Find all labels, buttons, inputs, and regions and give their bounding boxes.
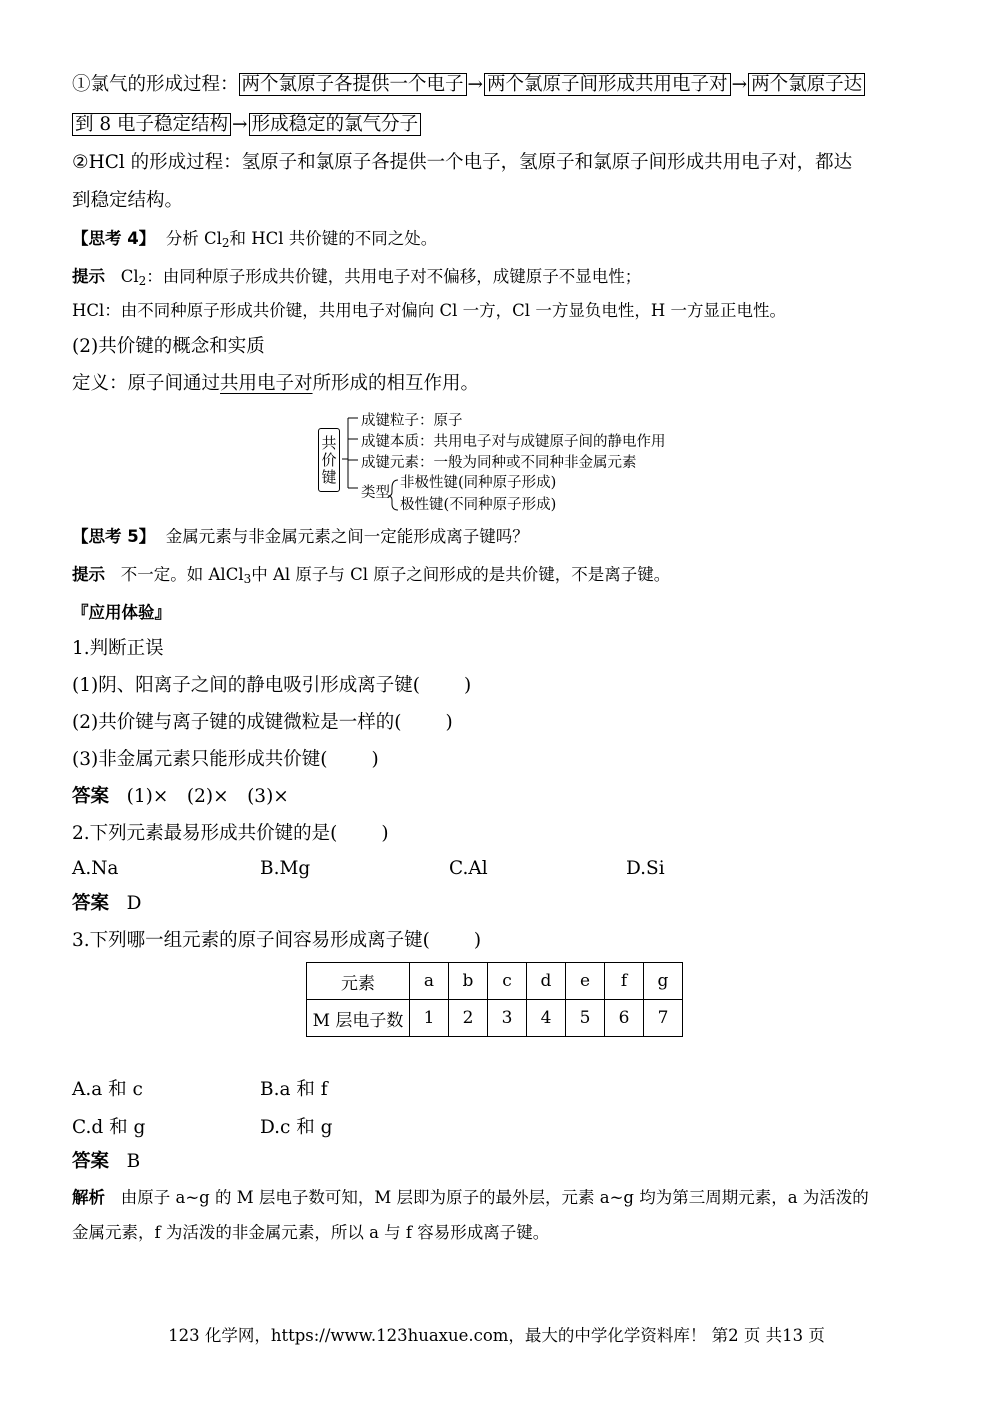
practice-heading: 『应用体验』 (72, 603, 171, 622)
hint5-sub: 3 (243, 572, 252, 586)
q3-answer-tag: 答案 (72, 1151, 110, 1172)
q1-item-3 (72, 747, 379, 773)
cl2-process-prefix: ①氯气的形成过程： (72, 74, 239, 95)
hint4-l1-pre: Cl (120, 267, 139, 286)
hint4-l1-sub: 2 (138, 274, 147, 288)
covalent-bond-mindmap (318, 408, 718, 514)
q2-answer (72, 891, 142, 917)
q1-item-1-close: ) (463, 675, 472, 696)
q3-option-b: B.a 和 f (260, 1079, 328, 1100)
q3-option-d: D.c 和 g (260, 1117, 333, 1138)
arrow-icon: → (232, 114, 248, 135)
think4 (72, 226, 437, 256)
table-header-cell: M 层电子数 (307, 1000, 410, 1037)
q3-answer-text: B (126, 1151, 141, 1172)
q1-item-2 (72, 710, 453, 736)
q1-title: 1.判断正误 (72, 638, 164, 659)
think4-tag: 【思考 4】 (72, 229, 156, 248)
think4-q-pre: 分析 Cl (165, 229, 222, 248)
cl2-process-line2 (72, 112, 421, 138)
hint5-post: 中 Al 原子与 Cl 原子之间形成的是共价键，不是离子键。 (251, 565, 671, 584)
m-shell-electron-table (306, 962, 683, 1037)
q3-answer (72, 1149, 140, 1175)
table-cell: b (449, 963, 488, 1000)
q3-analysis-l1: 由原子 a~g 的 M 层电子数可知，M 层即为原子的最外层，元素 a~g 均为第三周期元素，a 为活泼的 (120, 1188, 869, 1207)
arrow-icon: → (731, 74, 748, 95)
mindmap-type-nonpolar: 非极性键(同种原子形成) (400, 475, 557, 491)
table-cell: 4 (527, 1000, 566, 1037)
table-cell: a (410, 963, 449, 1000)
cl2-step1-box: 两个氯原子各提供一个电子 (239, 73, 467, 96)
table-cell: c (488, 963, 527, 1000)
table-cell: 7 (644, 1000, 683, 1037)
table-cell: f (605, 963, 644, 1000)
hcl-process-line2: 到稳定结构。 (72, 190, 184, 211)
hint5-tag: 提示 (72, 565, 105, 584)
q1-item-2-text: (2)共价键与离子键的成键微粒是一样的( (72, 712, 402, 733)
q1-answer (72, 784, 289, 810)
mindmap-item-particle: 成键粒子：原子 (361, 413, 463, 429)
cl2-step3-box-a: 两个氯原子达 (748, 73, 865, 96)
think5-tag: 【思考 5】 (72, 527, 156, 546)
cl2-step2-box: 两个氯原子间形成共用电子对 (484, 73, 731, 96)
think4-q-sub: 2 (221, 236, 230, 250)
table-cell: g (644, 963, 683, 1000)
table-cell: 5 (566, 1000, 605, 1037)
table-row (307, 1000, 683, 1037)
cl2-step4-box: 形成稳定的氯气分子 (249, 113, 422, 136)
mindmap-type-polar: 极性键(不同种原子形成) (400, 497, 557, 513)
hint5-pre: 不一定。如 AlCl (120, 565, 244, 584)
def-pre: 定义：原子间通过 (72, 373, 221, 394)
cl2-process-line1 (72, 72, 865, 98)
think5-q: 金属元素与非金属元素之间一定能形成离子键吗？ (165, 527, 529, 546)
q1-answer-text: (1)× (2)× (3)× (126, 786, 289, 807)
table-cell: 2 (449, 1000, 488, 1037)
cl2-step3-box-b: 到 8 电子稳定结构 (72, 113, 231, 136)
section2-definition (72, 371, 479, 397)
q3-title (72, 928, 481, 954)
q1-item-3-close: ) (371, 749, 379, 770)
def-key: 共用电子对 (220, 373, 313, 394)
q1-item-1 (72, 673, 471, 699)
q3-analysis-line2: 金属元素，f 为活泼的非金属元素，所以 a 与 f 容易形成离子键。 (72, 1223, 550, 1242)
table-cell: 6 (605, 1000, 644, 1037)
q2-option-b: B.Mg (260, 858, 311, 879)
q1-item-1-text: (1)阴、阳离子之间的静电吸引形成离子键( (72, 675, 420, 696)
think4-q-post: 和 HCl 共价键的不同之处。 (229, 229, 438, 248)
think5 (72, 524, 529, 550)
q2-close: ) (381, 823, 389, 844)
q1-item-2-close: ) (445, 712, 453, 733)
q2-answer-text: D (126, 893, 142, 914)
mindmap-item-essence: 成键本质：共用电子对与成键原子间的静电作用 (361, 434, 666, 450)
q1-answer-tag: 答案 (72, 786, 110, 807)
section2-heading: (2)共价键的概念和实质 (72, 336, 265, 357)
table-header-cell: 元素 (307, 963, 410, 1000)
q2-option-d: D.Si (626, 858, 665, 879)
q2-title-text: 2.下列元素最易形成共价键的是( (72, 823, 338, 844)
arrow-icon: → (467, 74, 484, 95)
mindmap-item-elements: 成键元素：一般为同种或不同种非金属元素 (361, 455, 637, 471)
table-cell: d (527, 963, 566, 1000)
hint4-tag: 提示 (72, 267, 105, 286)
q2-option-a: A.Na (72, 858, 119, 879)
table-cell: 1 (410, 1000, 449, 1037)
q1-item-3-text: (3)非金属元素只能形成共价键( (72, 749, 328, 770)
table-row (307, 963, 683, 1000)
q2-title (72, 821, 389, 847)
q2-answer-tag: 答案 (72, 893, 110, 914)
table-cell: 3 (488, 1000, 527, 1037)
hint4-line2: HCl：由不同种原子形成共价键，共用电子对偏向 Cl 一方，Cl 一方显负电性，H 一方显正电性。 (72, 301, 786, 320)
q2-option-c: C.Al (449, 858, 488, 879)
table-cell: e (566, 963, 605, 1000)
mindmap-type-label: 类型 (361, 485, 390, 501)
hint5 (72, 562, 670, 592)
def-post: 所形成的相互作用。 (312, 373, 480, 394)
page-footer: 123 化学网，https://www.123huaxue.com，最大的中学化学资料库！ 第2 页 共13 页 (168, 1326, 825, 1345)
q3-title-text: 3.下列哪一组元素的原子间容易形成离子键( (72, 930, 430, 951)
q3-option-c: C.d 和 g (72, 1117, 146, 1138)
q3-analysis-line1 (72, 1185, 869, 1211)
q3-analysis-tag: 解析 (72, 1188, 105, 1207)
mindmap-root: 共价键 (318, 428, 340, 492)
hint4-l1-post: ：由同种原子形成共价键，共用电子对不偏移，成键原子不显电性； (146, 267, 642, 286)
hcl-process-line1: ②HCl 的形成过程：氢原子和氯原子各提供一个电子，氢原子和氯原子间形成共用电子对，都达 (72, 152, 853, 173)
q3-option-a: A.a 和 c (72, 1079, 143, 1100)
q3-close: ) (473, 930, 482, 951)
hint4-line1 (72, 264, 641, 294)
